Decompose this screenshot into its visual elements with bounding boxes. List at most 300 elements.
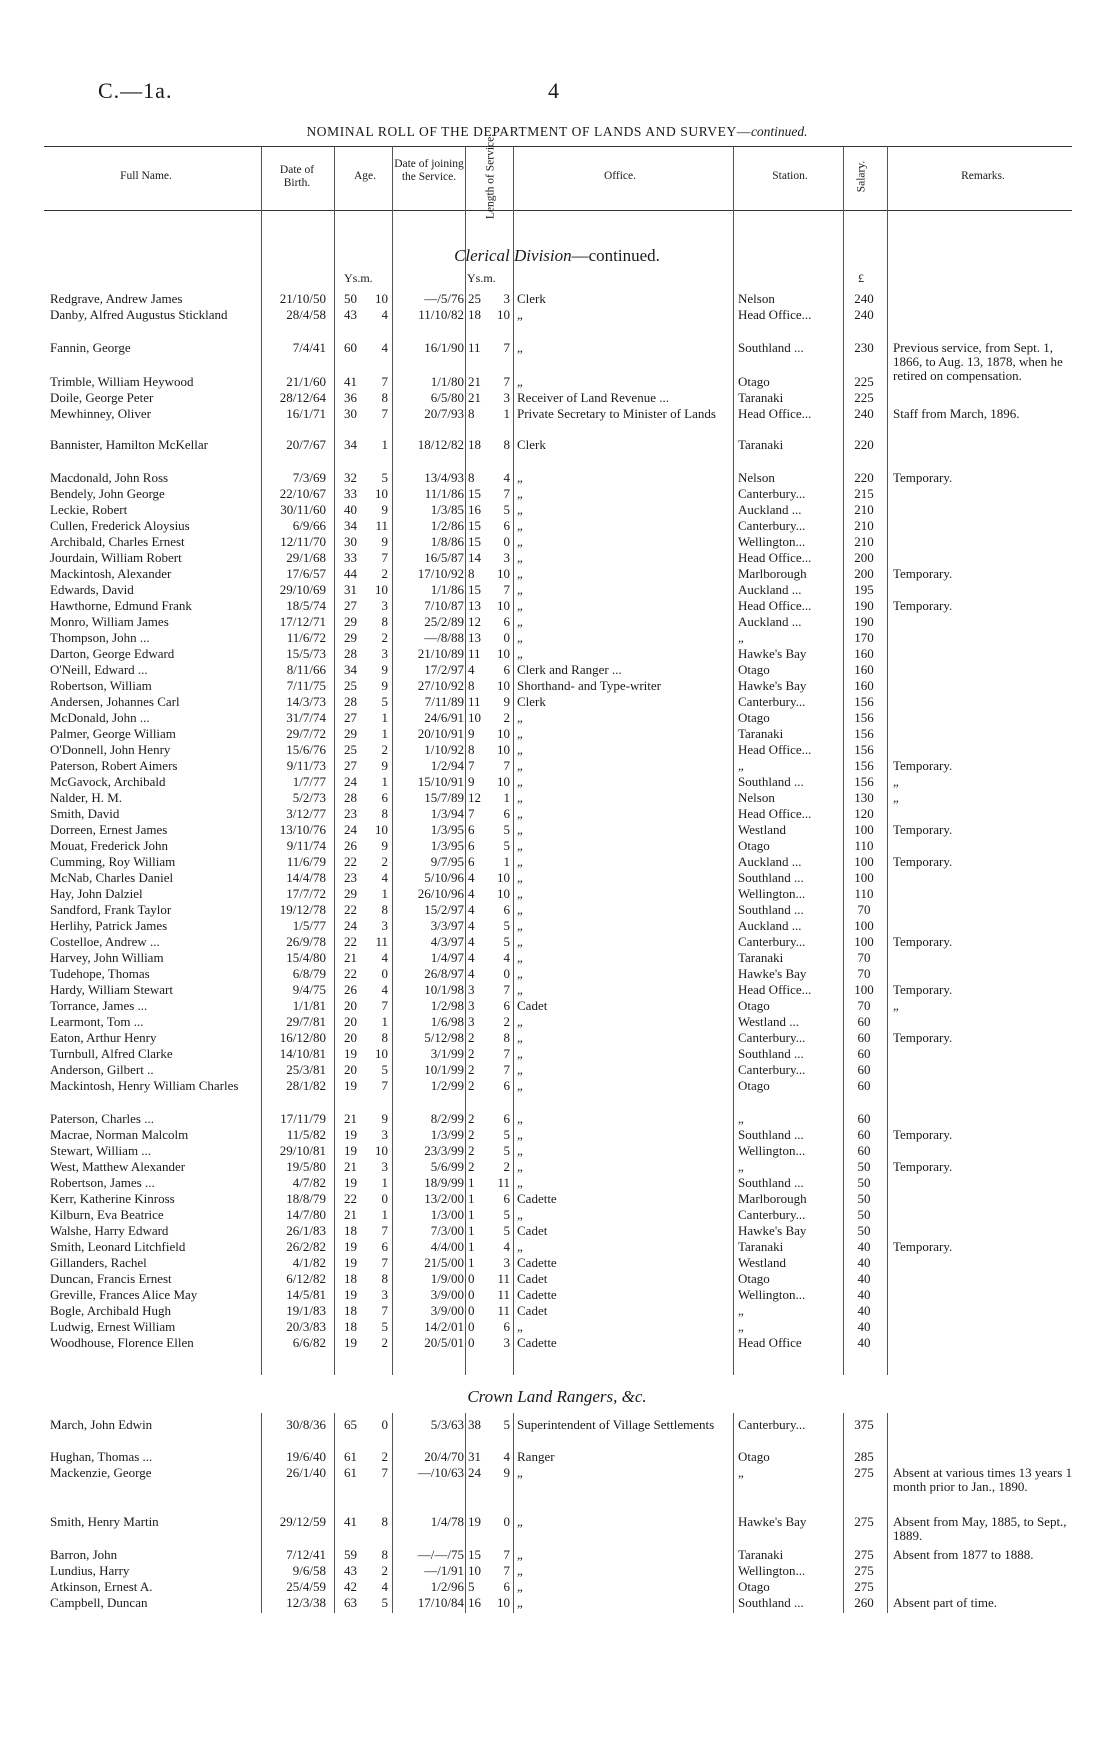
cell-date-joined: 1/3/95 xyxy=(430,838,464,853)
cell-station: Westland xyxy=(738,822,787,837)
cell-age-months: 7 xyxy=(381,1078,388,1093)
cell-salary: 210 xyxy=(854,518,874,533)
cell-service-years: 11 xyxy=(468,646,481,661)
cell-station: Hawke's Bay xyxy=(738,1514,807,1529)
cell-age-years: 61 xyxy=(344,1465,357,1480)
cell-age-months: 9 xyxy=(381,758,388,773)
page-number: 4 xyxy=(548,78,559,103)
cell-age-months: 11 xyxy=(375,518,388,533)
cell-office: Private Secretary to Minister of Lands xyxy=(517,406,716,421)
cell-age-years: 63 xyxy=(344,1595,357,1610)
cell-station: Otago xyxy=(738,1449,770,1464)
cell-age-years: 20 xyxy=(344,998,357,1013)
cell-full-name: Campbell, Duncan xyxy=(50,1595,148,1610)
cell-salary: 275 xyxy=(854,1465,874,1480)
cell-date-of-birth: 7/12/41 xyxy=(286,1547,326,1562)
cell-salary: 285 xyxy=(854,1449,874,1464)
cell-age-years: 19 xyxy=(344,1287,357,1302)
cell-salary: 240 xyxy=(854,307,874,322)
cell-full-name: Anderson, Gilbert .. xyxy=(50,1062,154,1077)
cell-salary: 220 xyxy=(854,470,874,485)
cell-age-years: 19 xyxy=(344,1255,357,1270)
cell-office: „ xyxy=(517,614,523,629)
title-suffix: continued. xyxy=(750,124,808,139)
cell-age-years: 22 xyxy=(344,934,357,949)
cell-service-months: 5 xyxy=(503,502,510,517)
cell-remarks: Temporary. xyxy=(893,598,953,613)
cell-service-years: 15 xyxy=(468,1547,481,1562)
cell-full-name: Tudehope, Thomas xyxy=(50,966,150,981)
cell-service-years: 8 xyxy=(468,406,475,421)
cell-service-years: 3 xyxy=(468,1014,475,1029)
cell-office: „ xyxy=(517,1465,523,1480)
cell-service-months: 10 xyxy=(497,566,510,581)
cell-date-of-birth: 29/7/81 xyxy=(286,1014,326,1029)
cell-service-years: 4 xyxy=(468,886,475,901)
cell-office: „ xyxy=(517,1062,523,1077)
cell-age-years: 43 xyxy=(344,1563,357,1578)
cell-station: Nelson xyxy=(738,790,775,805)
cell-salary: 200 xyxy=(854,550,874,565)
cell-service-months: 1 xyxy=(503,790,510,805)
cell-full-name: Darton, George Edward xyxy=(50,646,175,661)
cell-service-months: 6 xyxy=(503,1319,510,1334)
cell-service-years: 11 xyxy=(468,694,481,709)
column-divider xyxy=(733,146,734,1375)
cell-full-name: Macdonald, John Ross xyxy=(50,470,169,485)
cell-station: „ xyxy=(738,1465,744,1480)
cell-date-joined: 1/4/97 xyxy=(430,950,464,965)
cell-full-name: Andersen, Johannes Carl xyxy=(50,694,180,709)
cell-age-months: 10 xyxy=(375,1143,388,1158)
cell-age-months: 1 xyxy=(381,1014,388,1029)
cell-service-years: 4 xyxy=(468,934,475,949)
cell-service-months: 3 xyxy=(503,550,510,565)
cell-service-years: 7 xyxy=(468,806,475,821)
cell-salary: 260 xyxy=(854,1595,874,1610)
cell-age-months: 9 xyxy=(381,534,388,549)
cell-date-of-birth: 19/1/83 xyxy=(286,1303,326,1318)
cell-office: „ xyxy=(517,582,523,597)
cell-office: „ xyxy=(517,1143,523,1158)
cell-age-months: 1 xyxy=(381,1175,388,1190)
cell-service-years: 4 xyxy=(468,966,475,981)
section-name: Crown Land Rangers, &c. xyxy=(467,1387,647,1406)
cell-full-name: Archibald, Charles Ernest xyxy=(50,534,185,549)
cell-age-months: 3 xyxy=(381,1159,388,1174)
cell-remarks: Previous service, from Sept. 1, 1866, to Aug. 13, 1878, when he retired on compensation. xyxy=(893,340,1063,383)
cell-salary: 240 xyxy=(854,291,874,306)
cell-salary: 60 xyxy=(857,1046,871,1061)
col-office: Office. xyxy=(603,170,637,182)
cell-age-months: 4 xyxy=(381,870,388,885)
cell-age-months: 5 xyxy=(381,1319,388,1334)
cell-age-months: 2 xyxy=(381,630,388,645)
cell-age-years: 26 xyxy=(344,838,357,853)
cell-service-months: 7 xyxy=(503,340,510,355)
cell-age-months: 10 xyxy=(375,582,388,597)
cell-full-name: Duncan, Francis Ernest xyxy=(50,1271,172,1286)
cell-date-joined: 1/3/99 xyxy=(430,1127,464,1142)
cell-age-years: 33 xyxy=(344,486,357,501)
cell-salary: 375 xyxy=(854,1417,874,1432)
cell-age-years: 27 xyxy=(344,598,357,613)
cell-office: „ xyxy=(517,1207,523,1222)
cell-service-months: 10 xyxy=(497,726,510,741)
cell-office: „ xyxy=(517,1078,523,1093)
cell-salary: 225 xyxy=(854,390,874,405)
cell-age-months: 5 xyxy=(381,694,388,709)
cell-date-of-birth: 6/9/66 xyxy=(292,518,326,533)
cell-age-years: 41 xyxy=(344,1514,357,1529)
cell-full-name: Nalder, H. M. xyxy=(50,790,123,805)
cell-station: Taranaki xyxy=(738,726,784,741)
cell-salary: 130 xyxy=(854,790,874,805)
cell-office: „ xyxy=(517,934,523,949)
cell-date-of-birth: 29/1/68 xyxy=(286,550,326,565)
cell-service-years: 1 xyxy=(468,1175,475,1190)
cell-age-months: 4 xyxy=(381,307,388,322)
cell-remarks: Temporary. xyxy=(893,566,953,581)
cell-age-months: 6 xyxy=(381,1239,388,1254)
cell-date-joined: 1/2/96 xyxy=(430,1579,464,1594)
cell-station: Westland xyxy=(738,1255,787,1270)
cell-age-months: 3 xyxy=(381,1287,388,1302)
cell-date-of-birth: 12/3/38 xyxy=(286,1595,326,1610)
cell-age-years: 59 xyxy=(344,1547,357,1562)
cell-age-years: 25 xyxy=(344,678,357,693)
cell-date-of-birth: 26/1/83 xyxy=(286,1223,326,1238)
cell-station: „ xyxy=(738,630,744,645)
cell-date-of-birth: 14/7/80 xyxy=(286,1207,326,1222)
cell-service-years: 24 xyxy=(468,1465,481,1480)
cell-station: Taranaki xyxy=(738,950,784,965)
cell-age-months: 8 xyxy=(381,1271,388,1286)
cell-remarks: Temporary. xyxy=(893,1159,953,1174)
cell-service-months: 2 xyxy=(503,1014,510,1029)
cell-full-name: Learmont, Tom ... xyxy=(50,1014,144,1029)
cell-service-months: 6 xyxy=(503,1078,510,1093)
cell-office: „ xyxy=(517,870,523,885)
cell-age-years: 18 xyxy=(344,1223,357,1238)
column-divider xyxy=(392,1413,393,1613)
cell-age-years: 24 xyxy=(344,822,357,837)
cell-station: Otago xyxy=(738,998,770,1013)
cell-full-name: Edwards, David xyxy=(50,582,134,597)
cell-full-name: Fannin, George xyxy=(50,340,131,355)
cell-office: „ xyxy=(517,307,523,322)
cell-full-name: Hawthorne, Edmund Frank xyxy=(50,598,192,613)
cell-date-joined: —/5/76 xyxy=(424,291,464,306)
cell-salary: 240 xyxy=(854,406,874,421)
cell-full-name: Trimble, William Heywood xyxy=(50,374,194,389)
cell-age-years: 29 xyxy=(344,630,357,645)
cell-station: Auckland ... xyxy=(738,854,802,869)
cell-service-months: 11 xyxy=(497,1175,510,1190)
cell-salary: 60 xyxy=(857,1143,871,1158)
cell-date-of-birth: 15/5/73 xyxy=(286,646,326,661)
pound-unit-label: £ xyxy=(858,271,864,285)
cell-service-years: 10 xyxy=(468,1563,481,1578)
cell-date-joined: 1/3/00 xyxy=(430,1207,464,1222)
cell-office: „ xyxy=(517,566,523,581)
cell-date-of-birth: 11/6/79 xyxy=(286,854,326,869)
cell-date-joined: 17/10/92 xyxy=(417,566,464,581)
cell-salary: 100 xyxy=(854,870,874,885)
cell-service-years: 0 xyxy=(468,1335,475,1350)
cell-date-joined: 1/8/86 xyxy=(430,534,464,549)
cell-station: Canterbury... xyxy=(738,1030,806,1045)
cell-station: Auckland ... xyxy=(738,918,802,933)
cell-salary: 100 xyxy=(854,918,874,933)
cell-age-years: 22 xyxy=(344,854,357,869)
cell-station: Canterbury... xyxy=(738,1062,806,1077)
cell-age-years: 29 xyxy=(344,614,357,629)
cell-salary: 160 xyxy=(854,678,874,693)
cell-office: Cadet xyxy=(517,1271,548,1286)
cell-date-of-birth: 29/7/72 xyxy=(286,726,326,741)
cell-remarks: Absent part of time. xyxy=(893,1595,997,1610)
cell-salary: 40 xyxy=(857,1287,871,1302)
cell-age-months: 5 xyxy=(381,470,388,485)
cell-date-of-birth: 6/6/82 xyxy=(292,1335,326,1350)
cell-age-years: 28 xyxy=(344,646,357,661)
cell-service-months: 7 xyxy=(503,486,510,501)
cell-date-of-birth: 21/1/60 xyxy=(286,374,326,389)
cell-salary: 50 xyxy=(857,1191,871,1206)
cell-service-months: 7 xyxy=(503,758,510,773)
cell-service-years: 12 xyxy=(468,614,481,629)
cell-age-months: 2 xyxy=(381,566,388,581)
cell-age-years: 41 xyxy=(344,374,357,389)
cell-date-joined: 1/3/95 xyxy=(430,822,464,837)
cell-station: Taranaki xyxy=(738,390,784,405)
cell-age-years: 30 xyxy=(344,406,357,421)
cell-service-months: 7 xyxy=(503,582,510,597)
cell-date-of-birth: 30/8/36 xyxy=(286,1417,326,1432)
cell-full-name: Herlihy, Patrick James xyxy=(50,918,168,933)
cell-age-years: 18 xyxy=(344,1319,357,1334)
cell-date-joined: 10/1/98 xyxy=(424,982,464,997)
cell-service-years: 1 xyxy=(468,1207,475,1222)
cell-age-months: 11 xyxy=(375,934,388,949)
cell-service-years: 2 xyxy=(468,1111,475,1126)
cell-service-months: 0 xyxy=(503,534,510,549)
cell-office: Cadet xyxy=(517,1223,548,1238)
cell-service-months: 6 xyxy=(503,1191,510,1206)
cell-service-years: 2 xyxy=(468,1078,475,1093)
cell-service-months: 3 xyxy=(503,1335,510,1350)
cell-age-months: 8 xyxy=(381,1514,388,1529)
cell-service-months: 10 xyxy=(497,774,510,789)
cell-station: Hawke's Bay xyxy=(738,646,807,661)
cell-date-joined: 20/5/01 xyxy=(424,1335,464,1350)
cell-age-years: 30 xyxy=(344,534,357,549)
cell-service-years: 19 xyxy=(468,1514,481,1529)
cell-full-name: Smith, Leonard Litchfield xyxy=(50,1239,186,1254)
cell-date-joined: 17/2/97 xyxy=(424,662,464,677)
cell-full-name: Turnbull, Alfred Clarke xyxy=(50,1046,173,1061)
cell-age-months: 7 xyxy=(381,550,388,565)
cell-salary: 100 xyxy=(854,822,874,837)
cell-service-years: 15 xyxy=(468,486,481,501)
col-full-name: Full Name. xyxy=(120,170,172,182)
cell-station: Auckland ... xyxy=(738,582,802,597)
cell-salary: 50 xyxy=(857,1207,871,1222)
cell-office: „ xyxy=(517,838,523,853)
cell-service-months: 10 xyxy=(497,307,510,322)
cell-age-months: 2 xyxy=(381,854,388,869)
cell-service-years: 9 xyxy=(468,726,475,741)
cell-age-months: 9 xyxy=(381,502,388,517)
cell-salary: 60 xyxy=(857,1111,871,1126)
cell-office: „ xyxy=(517,1239,523,1254)
cell-service-months: 6 xyxy=(503,1111,510,1126)
cell-service-years: 8 xyxy=(468,742,475,757)
cell-age-years: 32 xyxy=(344,470,357,485)
cell-service-years: 4 xyxy=(468,662,475,677)
cell-age-years: 44 xyxy=(344,566,357,581)
cell-age-years: 24 xyxy=(344,918,357,933)
cell-service-years: 6 xyxy=(468,838,475,853)
cell-service-years: 3 xyxy=(468,998,475,1013)
cell-office: „ xyxy=(517,886,523,901)
cell-salary: 275 xyxy=(854,1514,874,1529)
cell-station: Canterbury... xyxy=(738,518,806,533)
cell-full-name: Eaton, Arthur Henry xyxy=(50,1030,157,1045)
cell-salary: 100 xyxy=(854,934,874,949)
cell-date-joined: 1/6/98 xyxy=(430,1014,464,1029)
cell-service-years: 13 xyxy=(468,598,481,613)
cell-service-years: 2 xyxy=(468,1030,475,1045)
cell-date-joined: 21/5/00 xyxy=(424,1255,464,1270)
cell-date-joined: 5/10/96 xyxy=(424,870,464,885)
section-suffix: —continued. xyxy=(571,246,660,265)
column-divider xyxy=(843,146,844,1375)
cell-salary: 190 xyxy=(854,614,874,629)
cell-office: „ xyxy=(517,742,523,757)
cell-age-months: 3 xyxy=(381,646,388,661)
cell-service-months: 3 xyxy=(503,1255,510,1270)
cell-age-months: 1 xyxy=(381,1207,388,1222)
cell-date-joined: 26/8/97 xyxy=(424,966,464,981)
cell-date-joined: 11/10/82 xyxy=(418,307,464,322)
cell-office: „ xyxy=(517,790,523,805)
cell-date-joined: 3/3/97 xyxy=(430,918,464,933)
cell-service-years: 8 xyxy=(468,470,475,485)
cell-age-months: 9 xyxy=(381,838,388,853)
cell-date-joined: 7/3/00 xyxy=(430,1223,464,1238)
cell-date-joined: 20/7/93 xyxy=(424,406,464,421)
cell-service-months: 3 xyxy=(503,390,510,405)
cell-service-years: 12 xyxy=(468,790,481,805)
cell-service-years: 2 xyxy=(468,1062,475,1077)
cell-date-of-birth: 1/5/77 xyxy=(292,918,326,933)
cell-full-name: Lundius, Harry xyxy=(50,1563,130,1578)
cell-salary: 160 xyxy=(854,662,874,677)
cell-date-joined: —/1/91 xyxy=(424,1563,464,1578)
cell-service-months: 11 xyxy=(497,1303,510,1318)
cell-date-joined: 4/3/97 xyxy=(430,934,464,949)
cell-date-of-birth: 14/5/81 xyxy=(286,1287,326,1302)
cell-office: „ xyxy=(517,966,523,981)
cell-service-months: 1 xyxy=(503,406,510,421)
cell-date-joined: 24/6/91 xyxy=(424,710,464,725)
cell-salary: 40 xyxy=(857,1271,871,1286)
cell-date-joined: 7/10/87 xyxy=(424,598,464,613)
cell-salary: 190 xyxy=(854,598,874,613)
cell-station: Southland ... xyxy=(738,870,804,885)
cell-service-years: 9 xyxy=(468,774,475,789)
cell-age-months: 4 xyxy=(381,340,388,355)
cell-station: Canterbury... xyxy=(738,486,806,501)
cell-salary: 210 xyxy=(854,534,874,549)
cell-salary: 60 xyxy=(857,1030,871,1045)
col-date-of-birth: Date of Birth. xyxy=(279,164,315,189)
column-divider xyxy=(261,1413,262,1613)
cell-date-of-birth: 1/7/77 xyxy=(292,774,326,789)
cell-station: Canterbury... xyxy=(738,1207,806,1222)
cell-service-months: 4 xyxy=(503,1449,510,1464)
cell-age-years: 43 xyxy=(344,307,357,322)
cell-service-months: 4 xyxy=(503,470,510,485)
cell-age-years: 42 xyxy=(344,1579,357,1594)
cell-station: Southland ... xyxy=(738,774,804,789)
cell-full-name: Greville, Frances Alice May xyxy=(50,1287,198,1302)
cell-service-months: 6 xyxy=(503,806,510,821)
cell-office: „ xyxy=(517,1046,523,1061)
cell-date-of-birth: 9/6/58 xyxy=(292,1563,326,1578)
cell-service-months: 3 xyxy=(503,291,510,306)
cell-station: Otago xyxy=(738,374,770,389)
cell-station: „ xyxy=(738,1303,744,1318)
cell-full-name: Harvey, John William xyxy=(50,950,164,965)
cell-date-joined: 1/3/85 xyxy=(430,502,464,517)
section-name: Clerical Division xyxy=(454,246,572,265)
cell-service-months: 0 xyxy=(503,630,510,645)
cell-station: Otago xyxy=(738,1078,770,1093)
cell-full-name: Paterson, Robert Aimers xyxy=(50,758,178,773)
cell-age-years: 19 xyxy=(344,1127,357,1142)
cell-full-name: Mackenzie, George xyxy=(50,1465,152,1480)
cell-service-years: 8 xyxy=(468,566,475,581)
cell-age-months: 10 xyxy=(375,822,388,837)
cell-full-name: Hay, John Dalziel xyxy=(50,886,143,901)
cell-age-months: 9 xyxy=(381,662,388,677)
cell-office: „ xyxy=(517,486,523,501)
cell-office: „ xyxy=(517,710,523,725)
cell-age-months: 0 xyxy=(381,966,388,981)
cell-salary: 160 xyxy=(854,646,874,661)
cell-station: Canterbury... xyxy=(738,1417,806,1432)
cell-date-of-birth: 16/1/71 xyxy=(286,406,326,421)
cell-age-months: 3 xyxy=(381,1127,388,1142)
cell-age-months: 4 xyxy=(381,950,388,965)
cell-salary: 70 xyxy=(857,966,871,981)
cell-salary: 275 xyxy=(854,1563,874,1578)
cell-remarks: Temporary. xyxy=(893,1127,953,1142)
cell-age-years: 22 xyxy=(344,1191,357,1206)
cell-age-years: 22 xyxy=(344,966,357,981)
cell-salary: 40 xyxy=(857,1319,871,1334)
cell-service-months: 4 xyxy=(503,950,510,965)
cell-date-joined: 16/5/87 xyxy=(424,550,464,565)
cell-service-years: 6 xyxy=(468,822,475,837)
cell-full-name: Bogle, Archibald Hugh xyxy=(50,1303,171,1318)
cell-age-years: 34 xyxy=(344,518,357,533)
cell-office: „ xyxy=(517,646,523,661)
cell-station: Hawke's Bay xyxy=(738,678,807,693)
